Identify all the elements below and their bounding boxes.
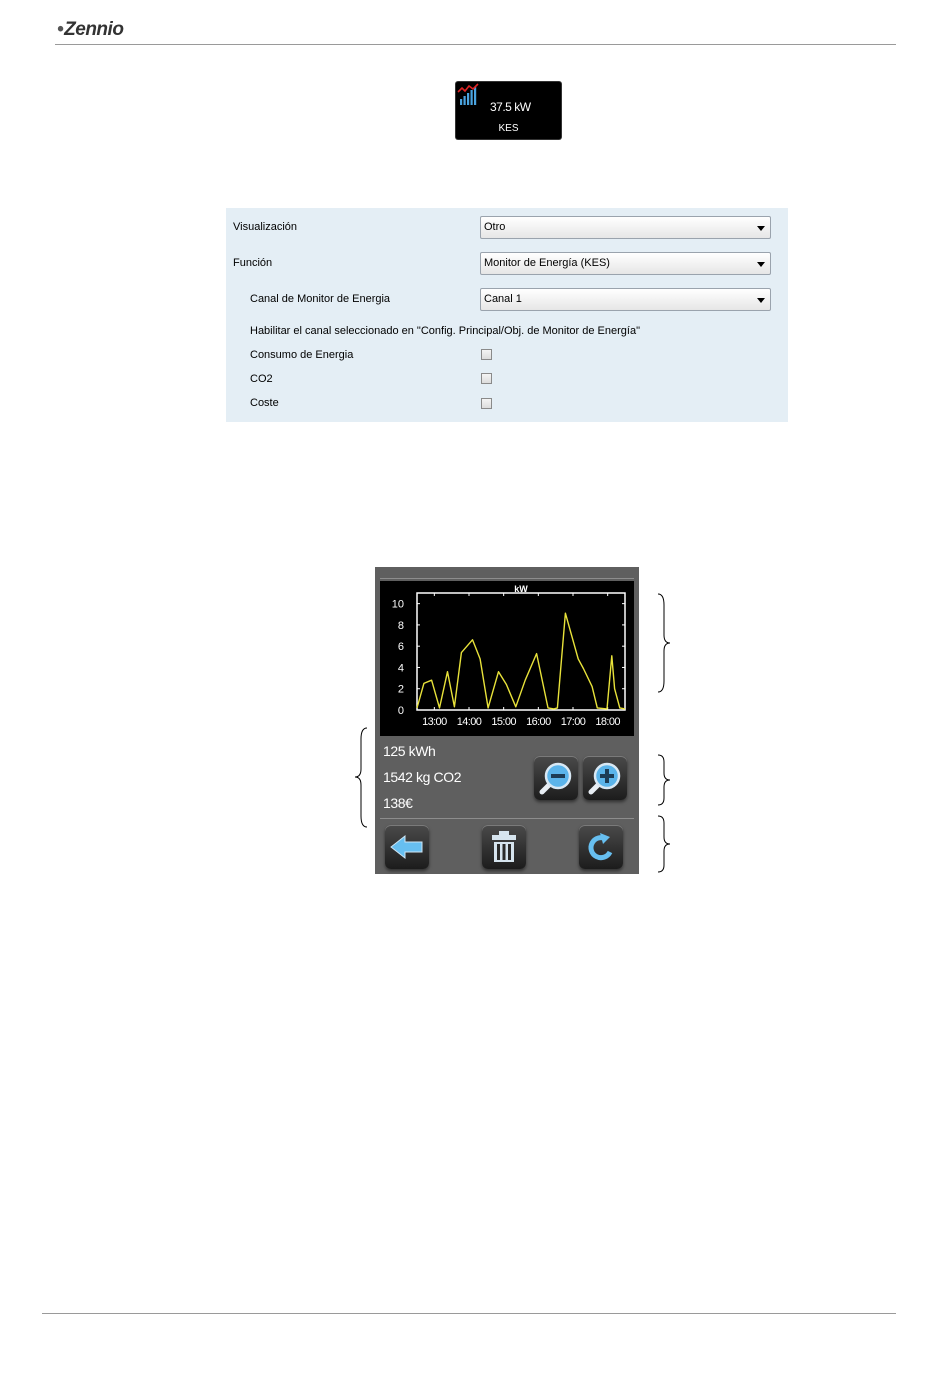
refresh-button[interactable] (579, 825, 623, 869)
canal-select[interactable] (480, 288, 771, 311)
delete-button[interactable] (482, 825, 526, 869)
kes-widget[interactable] (456, 82, 561, 139)
consumo-label: Consumo de Energia (250, 349, 354, 361)
zoom-brace (656, 754, 672, 806)
funcion-select[interactable] (480, 252, 771, 275)
chart-title: kW (514, 584, 528, 594)
zoom-in-icon (583, 756, 627, 800)
x-tick-label: 15:00 (491, 716, 516, 728)
y-tick-label: 2 (397, 683, 404, 696)
x-tick-label: 13:00 (422, 716, 447, 728)
y-tick-label: 8 (397, 619, 404, 632)
back-arrow-icon (385, 825, 429, 869)
coste-label: Coste (250, 397, 279, 409)
zoom-out-button[interactable] (534, 756, 578, 800)
x-tick-label: 17:00 (560, 716, 586, 728)
back-button[interactable] (385, 825, 429, 869)
habilitar-note: Habilitar el canal seleccionado en "Config. Principal/Obj. de Monitor de Energía" (250, 325, 640, 337)
co2-label: CO2 (250, 373, 273, 385)
y-tick-label: 0 (397, 705, 404, 717)
zennio-logo: •Zennio (57, 19, 124, 40)
header-divider (55, 44, 896, 45)
consumo-checkbox[interactable] (481, 349, 492, 360)
visualizacion-value: Otro (484, 221, 506, 233)
x-tick-label: 16:00 (526, 716, 551, 728)
kes-label: KES (498, 123, 519, 134)
series-line-kw (417, 613, 625, 709)
kes-power-value: 37.5 kW (490, 100, 531, 114)
chart-area (380, 581, 634, 736)
canal-label: Canal de Monitor de Energia (250, 293, 391, 305)
cost-stat: 138€ (383, 795, 413, 811)
config-panel (226, 208, 788, 422)
zoom-out-icon (534, 756, 578, 800)
visualizacion-label: Visualización (233, 221, 298, 233)
funcion-value: Monitor de Energía (KES) (484, 257, 610, 269)
y-tick-label: 6 (397, 641, 404, 654)
co2-checkbox[interactable] (481, 373, 492, 384)
coste-checkbox[interactable] (481, 398, 492, 409)
trash-icon (482, 825, 526, 869)
x-tick-label: 18:00 (595, 716, 620, 728)
energy-monitor-screen (375, 567, 639, 874)
energy-stat: 125 kWh (383, 743, 436, 759)
screen-divider-bottom (380, 818, 634, 819)
chevron-down-icon (757, 226, 765, 231)
co2-stat: 1542 kg CO2 (383, 769, 462, 785)
power-chart (380, 581, 634, 736)
y-tick-label: 4 (397, 662, 404, 675)
screen-divider-top (380, 578, 634, 579)
zoom-in-button[interactable] (583, 756, 627, 800)
funcion-label: Función (233, 257, 273, 269)
stats-brace (353, 727, 369, 828)
buttons-brace (656, 815, 672, 873)
footer-divider (42, 1313, 896, 1314)
chart-brace (656, 593, 672, 693)
chevron-down-icon (757, 298, 765, 303)
x-tick-label: 14:00 (456, 716, 482, 728)
refresh-icon (579, 825, 623, 869)
chevron-down-icon (757, 262, 765, 267)
canal-value: Canal 1 (484, 293, 522, 305)
visualizacion-select[interactable] (480, 216, 771, 239)
y-tick-label: 10 (391, 598, 404, 611)
brand-name: Zennio (64, 19, 124, 40)
